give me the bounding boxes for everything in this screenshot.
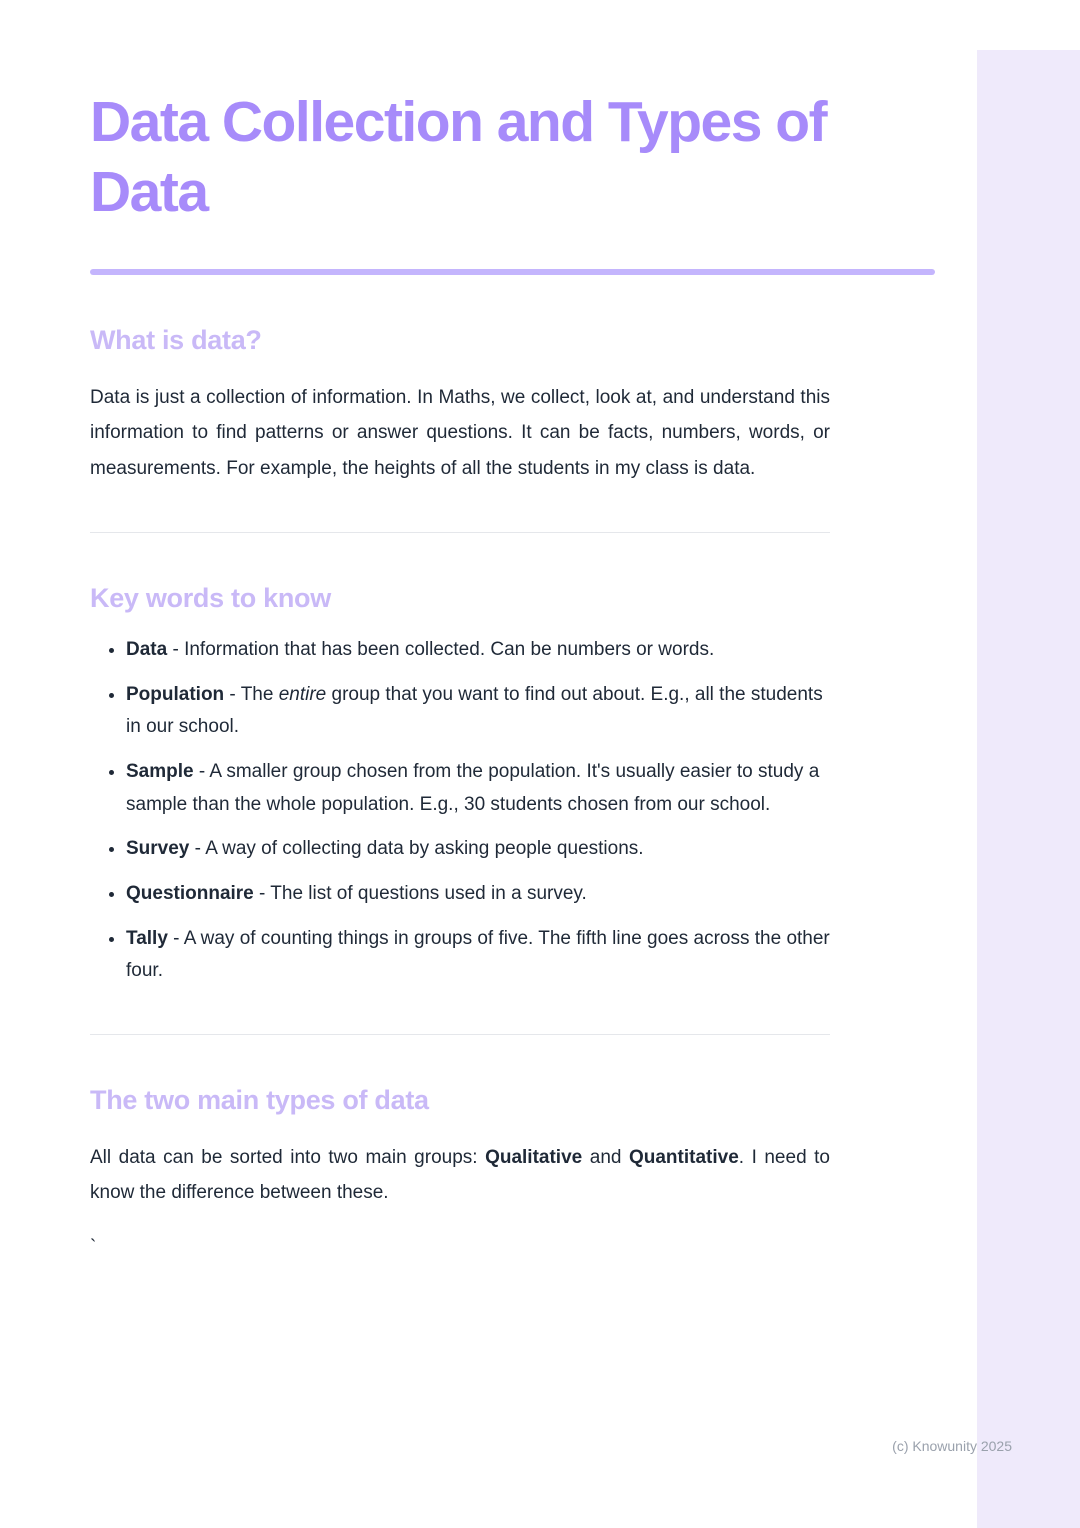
keyword-desc: - The (224, 683, 279, 705)
section-heading-two-types: The two main types of data (90, 1085, 429, 1116)
list-item-questionnaire (126, 878, 830, 911)
two-types-bold-quantitative: Quantitative (628, 1147, 739, 1169)
copyright-footer: (c) Knowunity 2025 (892, 1438, 1012, 1454)
keyword-term: Questionnaire (126, 883, 254, 905)
section-divider (90, 1034, 830, 1035)
keyword-list (90, 634, 830, 988)
two-types-text-mid: and (582, 1147, 629, 1169)
keyword-term: Survey (126, 838, 190, 860)
page-title: Data Collection and Types of Data (90, 90, 827, 224)
section-heading-key-words: Key words to know (90, 583, 331, 614)
keyword-desc: - Information that has been collected. Can be numbers or words. (167, 639, 715, 661)
keyword-term: Data (126, 639, 168, 661)
section-divider (90, 532, 830, 533)
next-page-edge-strip (977, 50, 1080, 1528)
keyword-term: Population (126, 683, 225, 705)
keyword-desc: - A way of counting things in groups of five. The fifth line goes across the other four. (126, 927, 830, 982)
paragraph-what-is-data: Data is just a collection of information. In Maths, we collect, look at, and understand this information to find patterns or answer questions. It can be facts, numbers, words, or measurements. For example, the heights of all the students in my class is data. (90, 387, 830, 479)
list-item-survey (126, 833, 830, 866)
two-types-text-post: . I need to know the difference between these. (90, 1147, 830, 1204)
two-types-text-pre: All data can be sorted into two main groups: (90, 1147, 486, 1169)
keyword-italic: entire (278, 683, 327, 705)
keyword-desc-post: group that you want to find out about. E.g., all the students in our school. (126, 683, 823, 738)
section-heading-what-is-data: What is data? (90, 325, 262, 356)
list-item-data (126, 634, 830, 667)
keyword-desc: - The list of questions used in a survey. (253, 883, 587, 905)
keyword-term: Tally (126, 927, 168, 949)
stray-backtick: ` (90, 1236, 97, 1258)
paragraph-two-types (90, 1140, 830, 1211)
list-item-tally (126, 923, 830, 988)
page-content (90, 0, 830, 1259)
list-item-sample (126, 756, 830, 821)
keyword-desc: - A smaller group chosen from the population. It's usually easier to study a sample than the whole population. E.g., 30 students chosen from our school. (126, 761, 820, 815)
two-types-bold-qualitative: Qualitative (485, 1147, 583, 1169)
title-divider (90, 269, 935, 275)
list-item-population (126, 679, 830, 744)
keyword-desc: - A way of collecting data by asking people questions. (189, 838, 644, 860)
keyword-term: Sample (126, 761, 194, 783)
